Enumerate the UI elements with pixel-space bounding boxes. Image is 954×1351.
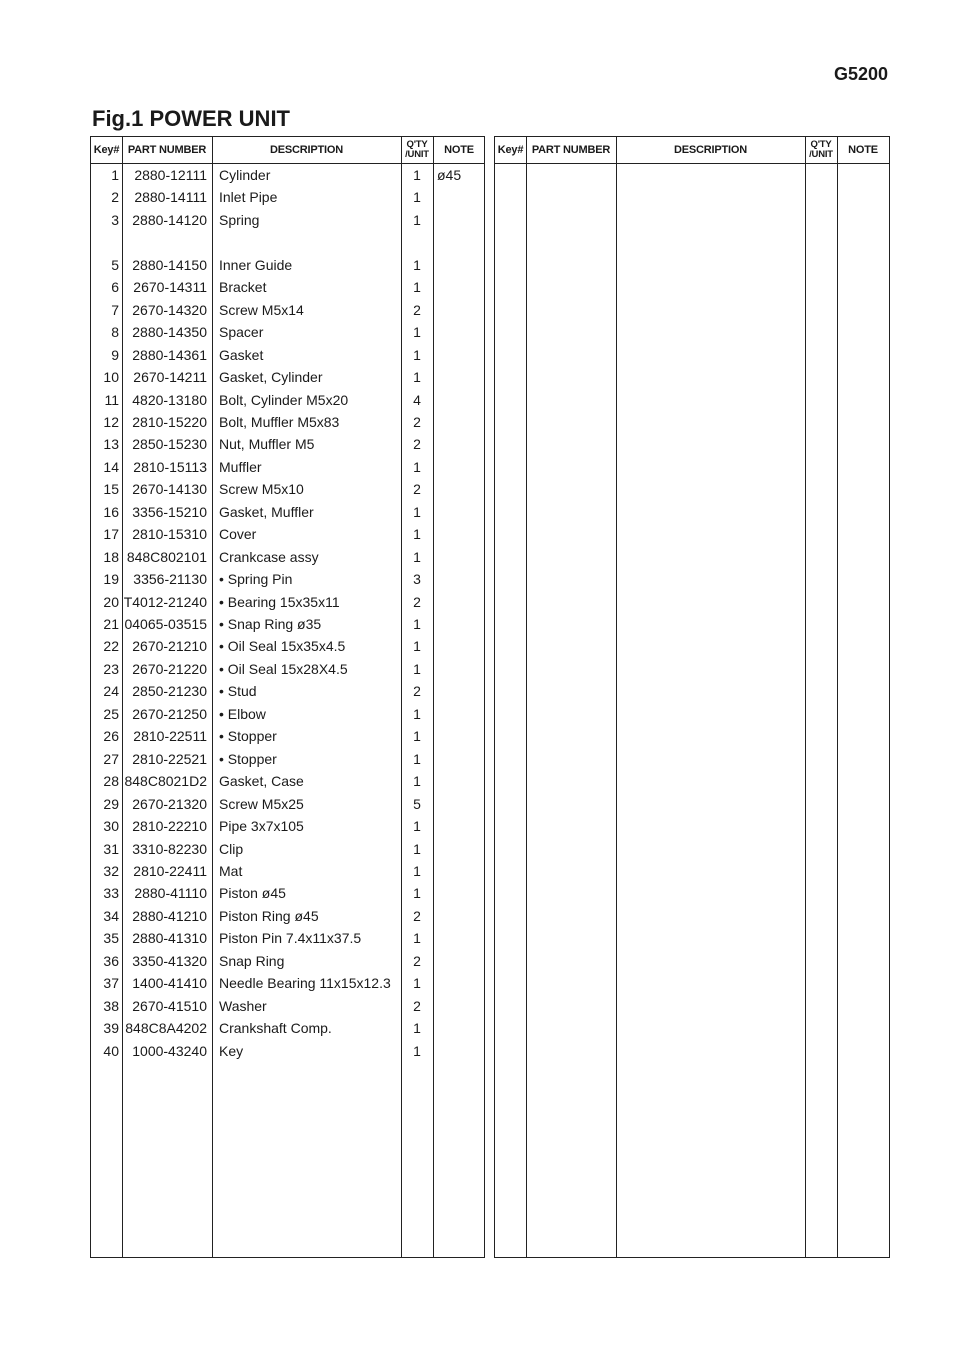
cell-note: ø45 xyxy=(437,167,462,183)
header-note: NOTE xyxy=(444,144,474,156)
cell-qty: 1 xyxy=(413,458,421,475)
header-qty-line2: /UNIT xyxy=(809,149,833,160)
cell-key: 22 xyxy=(103,638,119,655)
cell-desc: • Stopper xyxy=(219,750,277,767)
cell-key: 24 xyxy=(103,683,119,700)
cell-desc: Snap Ring xyxy=(219,952,285,969)
column-divider xyxy=(616,137,617,1257)
table-row xyxy=(91,366,484,388)
cell-qty: 1 xyxy=(413,840,421,857)
cell-qty: 1 xyxy=(413,369,421,386)
cell-qty: 1 xyxy=(413,346,421,363)
table-row xyxy=(91,635,484,657)
table-row xyxy=(91,591,484,613)
cell-desc: • Spring Pin xyxy=(219,571,293,588)
cell-part: T4012-21240 xyxy=(123,593,207,610)
cell-desc: Bolt, Muffler M5x83 xyxy=(219,413,340,430)
cell-part: 2670-21320 xyxy=(132,795,207,812)
cell-part: 3310-82230 xyxy=(132,840,207,857)
cell-part: 2670-14211 xyxy=(133,369,207,386)
cell-part: 2810-22210 xyxy=(132,818,207,835)
table-row xyxy=(91,882,484,904)
table-row xyxy=(91,703,484,725)
cell-key: 16 xyxy=(103,503,119,520)
cell-key: 13 xyxy=(103,436,119,453)
table-row xyxy=(91,186,484,208)
cell-desc: Bolt, Cylinder M5x20 xyxy=(219,391,349,408)
cell-qty: 2 xyxy=(413,683,421,700)
header-qty-line2: /UNIT xyxy=(405,149,429,160)
header-note: NOTE xyxy=(848,144,878,156)
cell-part: 848C8A4202 xyxy=(125,1020,207,1037)
cell-qty: 1 xyxy=(413,526,421,543)
cell-desc: • Oil Seal 15x28X4.5 xyxy=(219,660,348,677)
cell-part: 2670-41510 xyxy=(132,997,207,1014)
header-qty-line1: Q'TY xyxy=(810,139,832,150)
cell-qty: 2 xyxy=(413,301,421,318)
cell-qty: 5 xyxy=(413,795,421,812)
cell-desc: Spring xyxy=(219,211,260,228)
cell-desc: Pipe 3x7x105 xyxy=(219,818,304,835)
cell-desc: Piston ø45 xyxy=(219,885,286,902)
figure-title: Fig.1 POWER UNIT xyxy=(92,106,290,131)
cell-key: 26 xyxy=(103,728,119,745)
cell-key: 31 xyxy=(103,840,119,857)
cell-desc: Screw M5x10 xyxy=(219,481,304,498)
cell-key: 23 xyxy=(103,660,119,677)
cell-qty: 1 xyxy=(413,167,421,183)
cell-key: 21 xyxy=(103,616,119,632)
table-row xyxy=(91,321,484,343)
cell-desc: Inner Guide xyxy=(219,256,293,273)
cell-key: 25 xyxy=(103,705,119,722)
cell-part: 2810-15220 xyxy=(132,413,207,430)
cell-part: 2670-14130 xyxy=(132,481,207,498)
table-row xyxy=(91,838,484,860)
table-row xyxy=(91,344,484,366)
cell-desc: Piston Ring ø45 xyxy=(219,907,319,924)
cell-desc: Inlet Pipe xyxy=(219,189,278,206)
table-row xyxy=(91,164,484,186)
cell-qty: 4 xyxy=(413,391,421,408)
cell-key: 35 xyxy=(103,930,119,947)
cell-part: 1400-41410 xyxy=(132,975,207,992)
cell-part: 2880-12111 xyxy=(134,167,207,183)
cell-qty: 1 xyxy=(413,279,421,296)
cell-desc: • Snap Ring ø35 xyxy=(219,616,322,632)
cell-desc: Key xyxy=(219,1042,244,1059)
cell-key: 17 xyxy=(103,526,119,543)
cell-key: 39 xyxy=(103,1020,119,1037)
table-row xyxy=(91,658,484,680)
cell-desc: Clip xyxy=(219,840,244,857)
table-row xyxy=(91,927,484,949)
cell-qty: 1 xyxy=(413,862,421,879)
column-divider xyxy=(837,137,838,1257)
table-row xyxy=(91,456,484,478)
cell-qty: 1 xyxy=(413,1042,421,1059)
table-row xyxy=(91,389,484,411)
header-qty-line1: Q'TY xyxy=(406,139,428,150)
cell-desc: Needle Bearing 11x15x12.3 xyxy=(219,975,391,992)
column-divider xyxy=(526,137,527,1257)
cell-part: 2670-21220 xyxy=(132,660,207,677)
cell-part: 3356-15210 xyxy=(132,503,207,520)
cell-key: 34 xyxy=(103,907,119,924)
cell-key: 15 xyxy=(103,481,119,498)
column-divider xyxy=(805,137,806,1257)
cell-key: 38 xyxy=(103,997,119,1014)
cell-key: 40 xyxy=(103,1042,119,1059)
cell-desc: Gasket, Muffler xyxy=(219,503,314,520)
cell-key: 33 xyxy=(103,885,119,902)
cell-qty: 1 xyxy=(413,885,421,902)
cell-qty: 2 xyxy=(413,413,421,430)
table-row xyxy=(91,433,484,455)
cell-part: 2810-22521 xyxy=(132,750,207,767)
cell-part: 2880-41210 xyxy=(132,907,207,924)
cell-qty: 1 xyxy=(413,211,421,228)
cell-qty: 2 xyxy=(413,907,421,924)
table-row xyxy=(91,523,484,545)
table-row xyxy=(91,972,484,994)
cell-desc: • Stopper xyxy=(219,728,277,745)
cell-key: 2 xyxy=(111,189,119,206)
cell-qty: 1 xyxy=(413,548,421,565)
cell-desc: Nut, Muffler M5 xyxy=(219,436,315,453)
table-row xyxy=(91,209,484,231)
cell-qty: 1 xyxy=(413,705,421,722)
cell-key: 37 xyxy=(103,975,119,992)
header-description: DESCRIPTION xyxy=(674,144,747,156)
header-key: Key# xyxy=(93,144,120,156)
cell-part: 2880-41310 xyxy=(132,930,207,947)
table-row xyxy=(91,613,484,635)
cell-part: 1000-43240 xyxy=(132,1042,207,1059)
table-row xyxy=(91,1017,484,1039)
header-qty xyxy=(401,137,433,163)
table-row xyxy=(91,254,484,276)
cell-key: 28 xyxy=(103,773,119,790)
cell-key: 11 xyxy=(104,391,119,408)
cell-qty: 1 xyxy=(413,189,421,206)
cell-qty: 2 xyxy=(413,952,421,969)
header-divider xyxy=(495,163,889,164)
cell-key: 9 xyxy=(111,346,119,363)
cell-part: 2880-14111 xyxy=(134,189,207,206)
cell-part: 2850-15230 xyxy=(132,436,207,453)
parts-table-left xyxy=(90,136,485,1258)
table-row xyxy=(91,995,484,1017)
cell-desc: Cover xyxy=(219,526,257,543)
table-row xyxy=(91,1040,484,1062)
cell-desc: Piston Pin 7.4x11x37.5 xyxy=(219,930,362,947)
cell-qty: 1 xyxy=(413,750,421,767)
cell-key: 32 xyxy=(103,862,119,879)
cell-part: 2880-14361 xyxy=(132,346,207,363)
cell-part: 4820-13180 xyxy=(132,391,207,408)
header-part-number: PART NUMBER xyxy=(531,144,611,156)
header-description: DESCRIPTION xyxy=(270,144,343,156)
cell-part: 2810-15310 xyxy=(132,526,207,543)
cell-part: 2670-14320 xyxy=(132,301,207,318)
cell-qty: 1 xyxy=(413,638,421,655)
cell-qty: 2 xyxy=(413,593,421,610)
table-row xyxy=(91,793,484,815)
table-row xyxy=(91,748,484,770)
cell-part: 2850-21230 xyxy=(132,683,207,700)
cell-key: 8 xyxy=(111,324,119,341)
cell-desc: • Bearing 15x35x11 xyxy=(219,593,340,610)
table-row xyxy=(91,478,484,500)
cell-desc: Gasket, Cylinder xyxy=(219,369,323,386)
cell-desc: Muffler xyxy=(219,458,262,475)
cell-key: 12 xyxy=(103,413,119,430)
cell-qty: 1 xyxy=(413,773,421,790)
cell-key: 3 xyxy=(111,211,119,228)
cell-part: 848C802101 xyxy=(126,548,207,565)
table-row xyxy=(91,501,484,523)
cell-key: 36 xyxy=(103,952,119,969)
cell-key: 18 xyxy=(103,548,119,565)
parts-table-right xyxy=(494,136,890,1258)
cell-desc: Cylinder xyxy=(219,167,271,183)
cell-part: 2670-14311 xyxy=(133,279,207,296)
cell-qty: 1 xyxy=(413,256,421,273)
cell-desc: Mat xyxy=(219,862,243,879)
cell-key: 7 xyxy=(111,301,119,318)
cell-key: 6 xyxy=(111,279,119,296)
cell-desc: Screw M5x25 xyxy=(219,795,304,812)
cell-key: 14 xyxy=(103,458,119,475)
cell-qty: 2 xyxy=(413,481,421,498)
cell-desc: Gasket, Case xyxy=(219,773,304,790)
cell-desc: • Oil Seal 15x35x4.5 xyxy=(219,638,346,655)
cell-desc: Spacer xyxy=(219,324,264,341)
cell-desc: Crankcase assy xyxy=(219,548,319,565)
cell-qty: 1 xyxy=(413,616,421,632)
cell-desc: • Stud xyxy=(219,683,257,700)
cell-qty: 1 xyxy=(413,930,421,947)
cell-desc: Bracket xyxy=(219,279,267,296)
cell-part: 2670-21250 xyxy=(132,705,207,722)
cell-part: 2810-15113 xyxy=(133,458,207,475)
table-row xyxy=(91,815,484,837)
table-row xyxy=(91,770,484,792)
cell-qty: 1 xyxy=(413,818,421,835)
cell-key: 19 xyxy=(103,571,119,588)
cell-part: 2880-14150 xyxy=(132,256,207,273)
header-qty xyxy=(805,137,837,163)
cell-qty: 1 xyxy=(413,728,421,745)
cell-qty: 1 xyxy=(413,503,421,520)
cell-desc: • Elbow xyxy=(219,705,266,722)
cell-desc: Crankshaft Comp. xyxy=(219,1020,332,1037)
cell-qty: 1 xyxy=(413,1020,421,1037)
cell-part: 848C8021D2 xyxy=(124,773,207,790)
cell-qty: 2 xyxy=(413,436,421,453)
header-part-number: PART NUMBER xyxy=(127,144,207,156)
cell-qty: 1 xyxy=(413,660,421,677)
cell-part: 3350-41320 xyxy=(132,952,207,969)
cell-qty: 1 xyxy=(413,324,421,341)
cell-part: 2880-41110 xyxy=(134,885,207,902)
table-row xyxy=(91,276,484,298)
cell-qty: 1 xyxy=(413,975,421,992)
cell-part: 3356-21130 xyxy=(133,571,207,588)
model-number: G5200 xyxy=(833,64,888,84)
cell-part: 2670-21210 xyxy=(132,638,207,655)
cell-desc: Screw M5x14 xyxy=(219,301,304,318)
cell-key: 20 xyxy=(103,593,119,610)
table-row xyxy=(91,680,484,702)
cell-key: 1 xyxy=(111,167,119,183)
cell-desc: Gasket xyxy=(219,346,264,363)
cell-part: 2810-22511 xyxy=(133,728,207,745)
header-key: Key# xyxy=(497,144,524,156)
table-row xyxy=(91,568,484,590)
cell-part: 2880-14350 xyxy=(132,324,207,341)
table-row xyxy=(91,950,484,972)
cell-key: 10 xyxy=(103,369,119,386)
cell-desc: Washer xyxy=(219,997,267,1014)
cell-qty: 3 xyxy=(413,571,421,588)
cell-part: 2880-14120 xyxy=(132,211,207,228)
cell-key: 29 xyxy=(103,795,119,812)
table-row xyxy=(91,299,484,321)
cell-key: 27 xyxy=(103,750,119,767)
cell-part: 04065-03515 xyxy=(124,616,207,632)
cell-part: 2810-22411 xyxy=(133,862,207,879)
table-row xyxy=(91,725,484,747)
table-row xyxy=(91,860,484,882)
cell-qty: 2 xyxy=(413,997,421,1014)
table-row xyxy=(91,411,484,433)
table-row xyxy=(91,905,484,927)
cell-key: 5 xyxy=(111,256,119,273)
table-row xyxy=(91,546,484,568)
cell-key: 30 xyxy=(103,818,119,835)
